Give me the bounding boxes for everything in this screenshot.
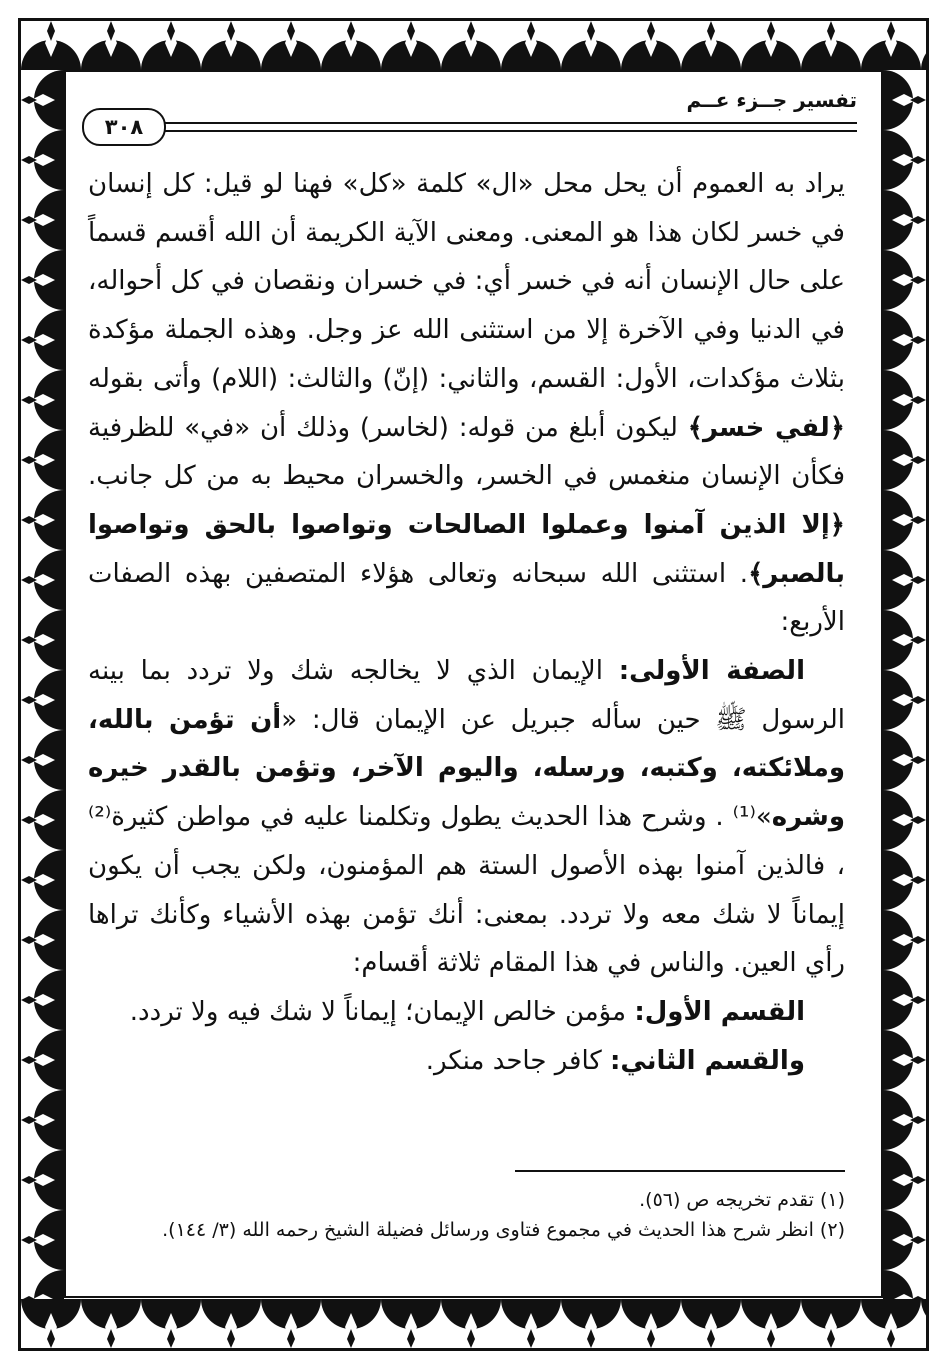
main-text (88, 160, 845, 1085)
paragraph-2-text: الإيمان الذي لا يخالجه شك ولا تردد بما بينه الرسول ﷺ حين سأله جبريل عن الإيمان قال: « (88, 656, 845, 735)
paragraph-1-continued: ليكون أبلغ من قوله: (لخاسر) وذلك أن «في» للظرفية فكأن الإنسان منغمس في الخسر، والخسران محيط به من كل جانب. (88, 412, 845, 492)
left-ornament-band (21, 70, 64, 1299)
left-ornament-pattern (21, 70, 64, 1299)
book-title: تفسير جــزء عــم (686, 88, 857, 112)
hadith-text: أن تؤمن بالله، وملائكته، وكتبه، ورسله، واليوم الآخر، وتؤمن بالقدر خيره وشره (88, 704, 845, 833)
paragraph-3-text: مؤمن خالص الإيمان؛ إيماناً لا شك فيه ولا تردد. (129, 996, 635, 1027)
footnotes (88, 1185, 845, 1245)
quran-verse: ﴿إلا الذين آمنوا وعملوا الصالحات وتواصوا بالحق وتواصوا بالصبر﴾ (88, 509, 845, 589)
quran-quote-lafi-khusr: ﴿لفي خسر﴾ (687, 412, 845, 443)
first-category-label: القسم الأول: (634, 996, 805, 1027)
paragraph-1-text: يراد به العموم أن يحل محل «ال» كلمة «كل» فهنا لو قيل: كل إنسان في خسر لكان هذا هو المعنى. ومعنى الآية الكريمة أن الله أقسم قسماً على حال الإنسان أنه في خسر أي: في خسران ونقصان في كل أحواله، في الدنيا وفي الآخرة إلا من استثنى الله عز وجل. وهذه الجملة مؤكدة بثلاث مؤكدات، الأول: القسم، والثاني: (إنّ) والثالث: (اللام) وأتى بقوله (88, 169, 845, 394)
right-ornament-band (883, 70, 926, 1299)
right-ornament-pattern (883, 70, 926, 1299)
footnote-1: (١) تقدم تخريجه ص (٥٦). (639, 1189, 845, 1211)
paragraph-4 (88, 1037, 845, 1086)
top-ornament-band (21, 21, 926, 70)
paragraph-3 (88, 988, 845, 1037)
paragraph-2-continued: »⁽¹⁾ . وشرح هذا الحديث يطول وتكلمنا عليه في مواطن كثيرة⁽²⁾ ، فالذين آمنوا بهذه الأصول الستة هم المؤمنون، ولكن يجب أن يكون إيماناً لا شك معه ولا تردد. بمعنى: أنك تؤمن بهذه الأشياء وكأنك تراها رأي العين. والناس في هذا المقام ثلاثة أقسام: (88, 802, 845, 979)
page-number-badge: ٣٠٨ (82, 108, 166, 146)
footnote-separator (515, 1170, 845, 1172)
paragraph-4-text: كافر جاحد منكر. (425, 1045, 611, 1076)
paragraph-1 (88, 160, 845, 647)
paragraph-1-end: . استثنى الله سبحانه وتعالى هؤلاء المتصفين بهذه الصفات الأربع: (88, 558, 845, 638)
first-attribute-label: الصفة الأولى: (618, 656, 805, 687)
paragraph-2 (88, 647, 845, 988)
header-rule (162, 122, 857, 132)
running-header (82, 84, 857, 154)
bottom-ornament-pattern (21, 1299, 926, 1348)
footnote-2: (٢) انظر شرح هذا الحديث في مجموع فتاوى ورسائل فضيلة الشيخ رحمه الله (٣/ ١٤٤). (162, 1219, 845, 1241)
top-ornament-pattern (21, 21, 926, 70)
bottom-ornament-band (21, 1299, 926, 1348)
second-category-label: والقسم الثاني: (610, 1045, 805, 1076)
